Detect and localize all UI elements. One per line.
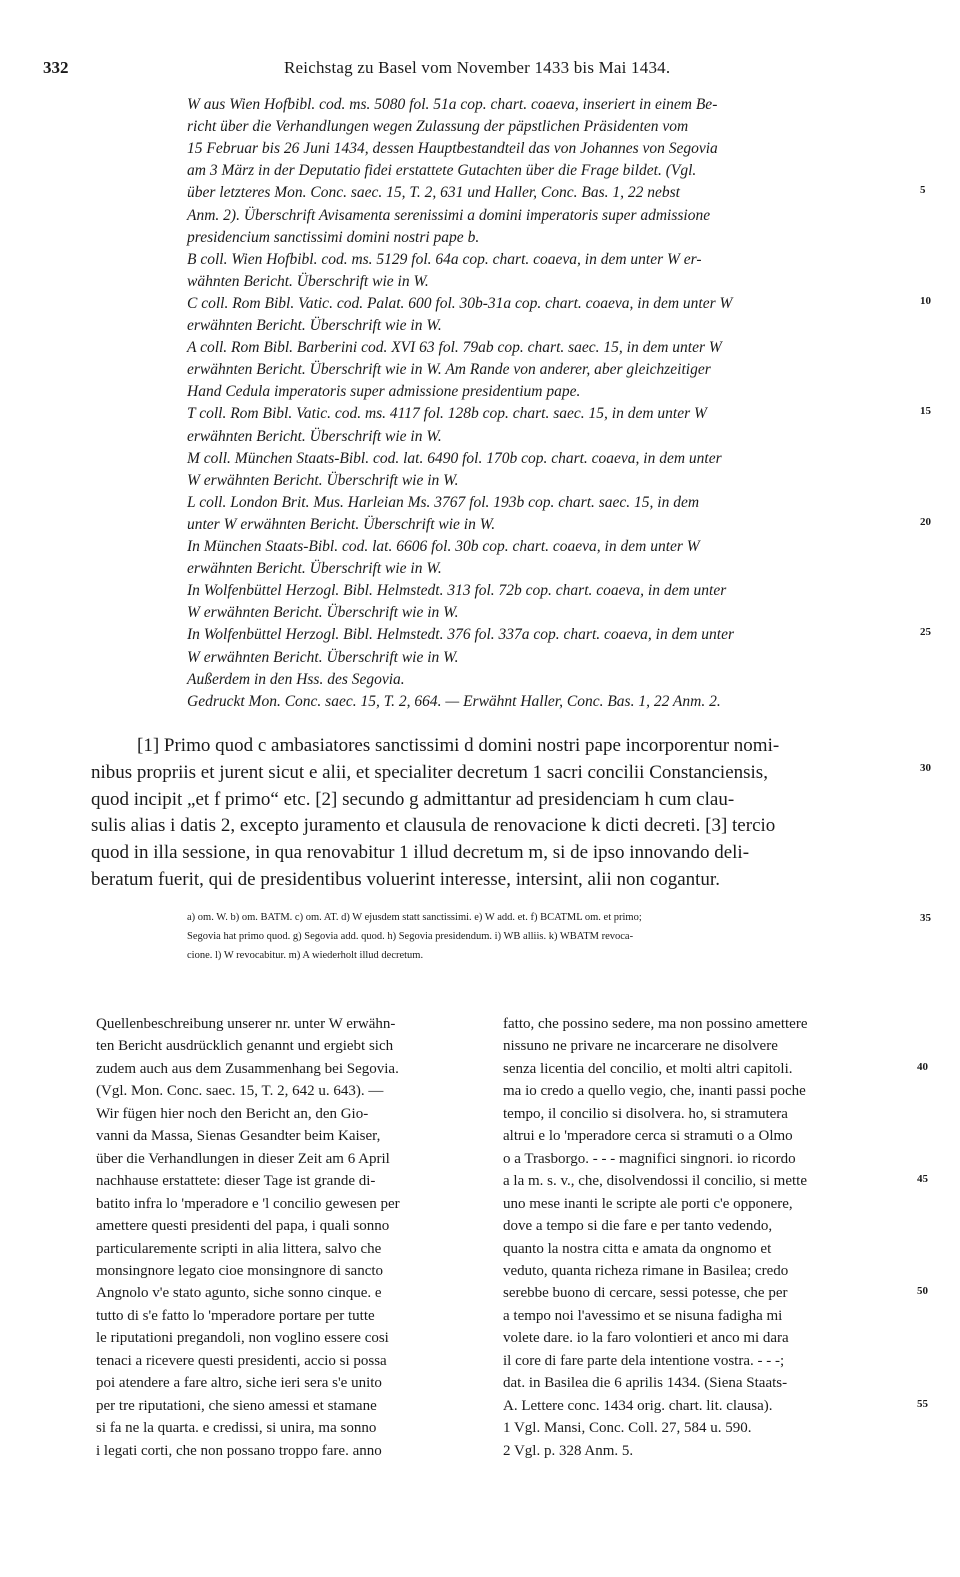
- commentary-line: [96, 1196, 400, 1218]
- line-number-marker: 20: [920, 515, 931, 528]
- witness-line-text: erwähnten Bericht. Überschrift wie in W.: [187, 560, 442, 578]
- witness-line: [0, 693, 960, 717]
- commentary-line: [503, 1308, 782, 1330]
- footnote-line-text: cione. l) W revocabitur. m) A wiederholt illud decretum.: [187, 950, 424, 961]
- witness-line-text: B coll. Wien Hofbibl. cod. ms. 5129 fol. 64a cop. chart. coaeva, in dem unter W er-: [187, 250, 702, 268]
- main-text-line-text: nibus propriis et jurent sicut e alii, et specialiter decretum 1 sacri concilii Constanciensis,: [91, 761, 768, 783]
- commentary-line: [96, 1083, 383, 1105]
- witness-line: [0, 626, 960, 650]
- footnote-line-text: Segovia hat primo quod. g) Segovia add. quod. h) Segovia presidendum. i) WB alliis. k) WBATM revoca-: [187, 931, 634, 942]
- witness-line-text: W erwähnten Bericht. Überschrift wie in W.: [187, 604, 459, 622]
- witness-line: [0, 295, 960, 319]
- main-text-line: [0, 762, 960, 786]
- commentary-line-text: quanto la nostra citta e amata da ongnomo et: [503, 1240, 772, 1257]
- witness-line: [0, 383, 960, 407]
- line-number-marker: 5: [920, 184, 926, 197]
- commentary-line-text: Wir fügen hier noch den Bericht an, den Gio-: [96, 1105, 369, 1122]
- commentary-line: [96, 1330, 389, 1352]
- page-header: [0, 58, 960, 88]
- commentary-line-text: si fa ne la quarta. e credissi, si unira, ma sonno: [96, 1420, 377, 1437]
- commentary-line: [96, 1151, 390, 1173]
- commentary-line: [503, 1173, 807, 1195]
- commentary-line-text: fatto, che possino sedere, ma non possino amettere: [503, 1016, 808, 1032]
- commentary-line-text: Angnolo v'e stato agunto, siche sonno cinque. e: [96, 1285, 382, 1302]
- commentary-line-text: per tre riputationi, che sieno amessi et stamane: [96, 1397, 377, 1414]
- footnote-line-text: a) om. W. b) om. BATM. c) om. AT. d) W ejusdem statt sanctissimi. e) W add. et. f) BCATML om. et primo;: [187, 912, 642, 923]
- commentary-line-text: (Vgl. Mon. Conc. saec. 15, T. 2, 642 u. 643). —: [96, 1083, 384, 1100]
- commentary-line-text: a la m. s. v., che, disolvendossi il concilio, si mette: [503, 1173, 807, 1190]
- witness-line: [0, 273, 960, 297]
- commentary-line-text: ma io credo a quello vegio, che, inanti passi poche: [503, 1083, 806, 1100]
- commentary-line-text: Quellenbeschreibung unserer nr. unter W erwähn-: [96, 1016, 396, 1032]
- commentary-line-text: zudem auch aus dem Zusammenhang bei Segovia.: [96, 1060, 399, 1077]
- witness-line-text: am 3 März in der Deputatio fidei erstattete Gutachten über die Frage bildet. (Vgl.: [187, 162, 697, 180]
- line-number-marker: 30: [920, 761, 931, 774]
- commentary-line: [503, 1443, 633, 1465]
- witness-line-text: erwähnten Bericht. Überschrift wie in W.: [187, 317, 442, 334]
- witness-line: [0, 229, 960, 253]
- commentary-line: [503, 1420, 751, 1442]
- witness-line: [0, 450, 960, 474]
- witness-line: [0, 361, 960, 385]
- commentary-line-text: dove a tempo si die fare e per tanto vedendo,: [503, 1218, 773, 1235]
- witness-line: [0, 428, 960, 452]
- commentary-line: [503, 1016, 808, 1038]
- commentary-line: [96, 1173, 375, 1195]
- commentary-line-text: batito infra lo 'mperadore e 'l concilio gewesen per: [96, 1195, 400, 1212]
- running-title: Reichstag zu Basel vom November 1433 bis Mai 1434.: [284, 58, 671, 77]
- main-text-line: [0, 735, 960, 759]
- witness-line: [0, 671, 960, 695]
- commentary-line-text: tutto di s'e fatto lo 'mperadore portare per tutte: [96, 1307, 375, 1324]
- commentary-line-text: senza licentia del concilio, et molti altri capitoli.: [503, 1060, 793, 1077]
- witness-line: [0, 538, 960, 562]
- commentary-line: [503, 1151, 796, 1173]
- line-number-marker: 25: [920, 626, 931, 639]
- commentary-line-text: nachhause erstattete: dieser Tage ist grande di-: [96, 1173, 376, 1190]
- commentary-line-text: 2 Vgl. p. 328 Anm. 5.: [503, 1442, 634, 1459]
- witness-line-text: In München Staats-Bibl. cod. lat. 6606 fol. 30b cop. chart. coaeva, in dem unter W: [187, 538, 700, 555]
- main-text-line-text: [1] Primo quod c ambasiatores sanctissimi d domini nostri pape incorporentur nomi-: [137, 735, 780, 756]
- commentary-line-text: ten Bericht ausdrücklich genannt und ergiebt sich: [96, 1038, 394, 1055]
- main-text-line: [0, 815, 960, 839]
- commentary-line: [96, 1308, 375, 1330]
- commentary-line: [96, 1420, 376, 1442]
- commentary-line-text: über die Verhandlungen in dieser Zeit am 6 April: [96, 1150, 390, 1167]
- witness-line: [0, 118, 960, 142]
- witness-line-text: A coll. Rom Bibl. Barberini cod. XVI 63 fol. 79ab cop. chart. saec. 15, in dem unter W: [187, 339, 722, 357]
- witness-line-text: C coll. Rom Bibl. Vatic. cod. Palat. 600 fol. 30b-31a cop. chart. coaeva, in dem unter W: [187, 294, 733, 312]
- witness-line-text: Außerdem in den Hss. des Segovia.: [187, 670, 405, 688]
- commentary-line: [96, 1285, 382, 1307]
- line-number-marker: 40: [917, 1060, 928, 1073]
- commentary-line-text: dat. in Basilea die 6 aprilis 1434. (Siena Staats-: [503, 1375, 788, 1392]
- witness-line-text: In Wolfenbüttel Herzogl. Bibl. Helmstedt. 376 fol. 337a cop. chart. coaeva, in dem unter: [187, 626, 735, 644]
- line-number-marker: 10: [920, 294, 931, 307]
- witness-line-text: richt über die Verhandlungen wegen Zulassung der päpstlichen Präsidenten vom: [187, 118, 689, 136]
- witness-line-text: erwähnten Bericht. Überschrift wie in W.: [187, 427, 442, 445]
- commentary-line: [96, 1106, 368, 1128]
- witness-line-text: wähnten Bericht. Überschrift wie in W.: [187, 272, 429, 290]
- line-number-marker: 50: [917, 1285, 928, 1298]
- line-number-marker: 15: [920, 405, 931, 418]
- main-text-line-text: quod in illa sessione, in qua renovabitur 1 illud decretum m, si de ipso innovando deli-: [91, 842, 750, 864]
- witness-line-text: L coll. London Brit. Mus. Harleian Ms. 3767 fol. 193b cop. chart. saec. 15, in dem: [187, 493, 700, 511]
- witness-line: [0, 162, 960, 186]
- commentary-line-text: uno mese inanti le scripte ale porti c'e opponere,: [503, 1195, 793, 1212]
- commentary-line: [96, 1038, 393, 1060]
- commentary-line-text: monsingnore legato cioe monsingnore di sancto: [96, 1262, 384, 1279]
- commentary-line-text: tenaci a ricevere questi presidenti, accio si possa: [96, 1352, 387, 1369]
- main-text-line-text: beratum fuerit, qui de presidentibus voluerint interesse, intersint, alii non cogantur.: [91, 869, 720, 890]
- witness-line: [0, 516, 960, 540]
- witness-line-text: presidencium sanctissimi domini nostri pape b.: [187, 228, 480, 246]
- commentary-line-text: volete dare. io la faro volontieri et anco mi dara: [503, 1330, 789, 1347]
- witness-line-text: In Wolfenbüttel Herzogl. Bibl. Helmstedt. 313 fol. 72b cop. chart. coaeva, in dem unter: [187, 582, 727, 600]
- commentary-line-text: o a Trasborgo. - - - magnifici singnori. io ricordo: [503, 1150, 796, 1167]
- main-text-line: [0, 842, 960, 866]
- commentary-line: [96, 1398, 377, 1420]
- commentary-line-text: tempo, il concilio si disolvera. ho, si stramutera: [503, 1105, 788, 1122]
- commentary-line: [503, 1263, 788, 1285]
- witness-line-text: erwähnten Bericht. Überschrift wie in W. Am Rande von anderer, aber gleichzeitiger: [187, 361, 711, 379]
- witness-line: [0, 184, 960, 208]
- commentary-line: [503, 1285, 787, 1307]
- commentary-line-text: vanni da Massa, Sienas Gesandter beim Kaiser,: [96, 1128, 381, 1145]
- witness-line-text: Gedruckt Mon. Conc. saec. 15, T. 2, 664. — Erwähnt Haller, Conc. Bas. 1, 22 Anm. 2.: [187, 692, 721, 710]
- commentary-line-text: 1 Vgl. Mansi, Conc. Coll. 27, 584 u. 590.: [503, 1420, 752, 1437]
- witness-line: [0, 96, 960, 120]
- witness-line: [0, 604, 960, 628]
- main-text-line-text: sulis alias i datis 2, excepto juramento et clausula de renovacione k dicti decreti. [3] tercio: [91, 815, 776, 837]
- witness-line-text: 15 Februar bis 26 Juni 1434, dessen Hauptbestandteil das von Johannes von Segovia: [187, 140, 718, 158]
- page-number: 332: [43, 58, 69, 77]
- commentary-line: [96, 1353, 387, 1375]
- commentary-line: [503, 1218, 772, 1240]
- commentary-line-text: i legati corti, che non possano troppo fare. anno: [96, 1442, 382, 1459]
- commentary-line: [503, 1083, 806, 1105]
- commentary-line: [96, 1443, 382, 1465]
- commentary-line: [503, 1330, 789, 1352]
- witness-line: [0, 649, 960, 673]
- witness-line-text: unter W erwähnten Bericht. Überschrift wie in W.: [187, 515, 496, 533]
- commentary-line: [503, 1106, 788, 1128]
- commentary-line: [96, 1218, 389, 1240]
- witness-line-text: M coll. München Staats-Bibl. cod. lat. 6490 fol. 170b cop. chart. coaeva, in dem unter: [187, 449, 722, 467]
- commentary-line-text: a tempo noi l'avessimo et se nisuna fadigha mi: [503, 1307, 783, 1324]
- commentary-line: [96, 1375, 382, 1397]
- commentary-line-text: nissuno ne privare ne incarcerare ne disolvere: [503, 1038, 778, 1055]
- main-text-line: [0, 789, 960, 813]
- commentary-line: [503, 1398, 772, 1420]
- witness-line-text: W aus Wien Hofbibl. cod. ms. 5080 fol. 51a cop. chart. coaeva, inseriert in einem Be-: [187, 96, 718, 113]
- witness-line: [0, 317, 960, 341]
- commentary-line: [96, 1241, 381, 1263]
- main-text-line: [0, 869, 960, 893]
- commentary-line-text: veduto, quanta richeza rimane in Basilea; credo: [503, 1262, 789, 1279]
- commentary-line: [96, 1016, 395, 1038]
- witness-line: [0, 405, 960, 429]
- commentary-line: [96, 1128, 380, 1150]
- witness-line: [0, 251, 960, 275]
- witness-line: [0, 582, 960, 606]
- commentary-line-text: amettere questi presidenti del papa, i quali sonno: [96, 1218, 390, 1235]
- commentary-line: [503, 1061, 792, 1083]
- witness-line: [0, 560, 960, 584]
- commentary-line-text: poi atendere a fare altro, siche ieri sera s'e unito: [96, 1375, 382, 1392]
- witness-line-text: T coll. Rom Bibl. Vatic. cod. ms. 4117 fol. 128b cop. chart. saec. 15, in dem unter W: [187, 405, 707, 423]
- commentary-line-text: il core di fare parte dela intentione vostra. - - -;: [503, 1352, 785, 1369]
- witness-line-text: über letzteres Mon. Conc. saec. 15, T. 2, 631 und Haller, Conc. Bas. 1, 22 nebst: [187, 184, 680, 202]
- line-number-marker: 55: [917, 1397, 928, 1410]
- commentary-line: [503, 1353, 784, 1375]
- witness-line-text: Anm. 2). Überschrift Avisamenta serenissimi a domini imperatoris super admissione: [187, 206, 711, 224]
- commentary-line-text: le riputationi pregandoli, non voglino essere cosi: [96, 1330, 389, 1347]
- commentary-line: [503, 1196, 793, 1218]
- main-text-line-text: quod incipit „et f primo“ etc. [2] secundo g admittantur ad presidenciam h cum clau-: [91, 788, 735, 810]
- commentary-line-text: altrui e lo 'mperadore cerca si stramuti o a Olmo: [503, 1128, 793, 1145]
- commentary-line-text: particularemente scripti in alia littera, salvo che: [96, 1240, 382, 1257]
- witness-line-text: W erwähnten Bericht. Überschrift wie in W.: [187, 648, 459, 666]
- commentary-line: [503, 1128, 793, 1150]
- witness-line: [0, 494, 960, 518]
- commentary-line: [503, 1038, 778, 1060]
- witness-line: [0, 472, 960, 496]
- commentary-line-text: A. Lettere conc. 1434 orig. chart. lit. clausa).: [503, 1397, 773, 1414]
- witness-line-text: W erwähnten Bericht. Überschrift wie in W.: [187, 471, 459, 489]
- commentary-line: [503, 1241, 771, 1263]
- line-number-marker: 45: [917, 1173, 928, 1186]
- footnote-line: [0, 950, 960, 974]
- commentary-line: [503, 1375, 787, 1397]
- witness-line: [0, 339, 960, 363]
- commentary-line: [96, 1263, 383, 1285]
- witness-line: [0, 207, 960, 231]
- witness-line-text: Hand Cedula imperatoris super admissione presidentium pape.: [187, 383, 581, 401]
- line-number-marker: 35: [920, 912, 931, 924]
- commentary-line-text: serebbe buono di cercare, sessi potesse, che per: [503, 1285, 788, 1302]
- commentary-line: [96, 1061, 399, 1083]
- witness-line: [0, 140, 960, 164]
